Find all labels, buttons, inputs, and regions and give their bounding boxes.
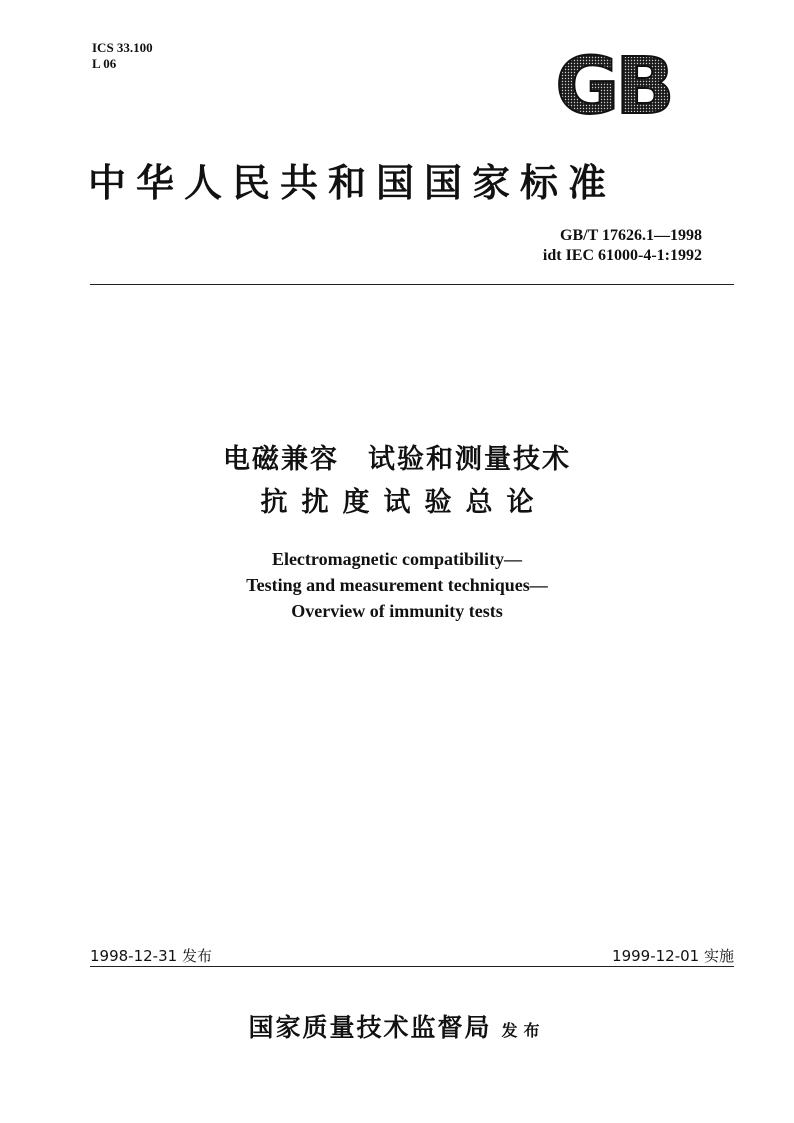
english-title-line-3: Overview of immunity tests [291,601,503,621]
standard-equivalence: idt IEC 61000-4-1:1992 [542,247,702,264]
issue-date: 1998-12-31 发布 [90,947,212,965]
chinese-title-line-1: 电磁兼容 试验和测量技术 [223,444,571,475]
effective-date: 1999-12-01 实施 [612,947,734,965]
ccs-code: L 06 [92,56,117,71]
svg-text:GB: GB [555,47,671,119]
gb-logo [540,47,686,119]
english-title-line-2: Testing and measurement techniques— [246,575,548,595]
publisher-suffix: 发布 [501,1021,546,1040]
chinese-title-line-2: 抗扰度试验总论 [260,487,548,518]
date-row [90,945,734,967]
national-standard-title: 中华人民共和国国家标准 [88,160,617,205]
english-title-line-1: Electromagnetic compatibility— [271,549,523,569]
publisher [0,1008,794,1044]
bottom-divider [90,966,734,967]
standard-number: GB/T 17626.1—1998 [560,227,702,244]
publisher-name: 国家质量技术监督局 [248,1013,492,1042]
ics-code: ICS 33.100 [92,40,153,55]
standard-codes [543,226,702,266]
english-title [0,546,794,624]
classification-codes [92,40,153,72]
top-divider [90,284,734,285]
